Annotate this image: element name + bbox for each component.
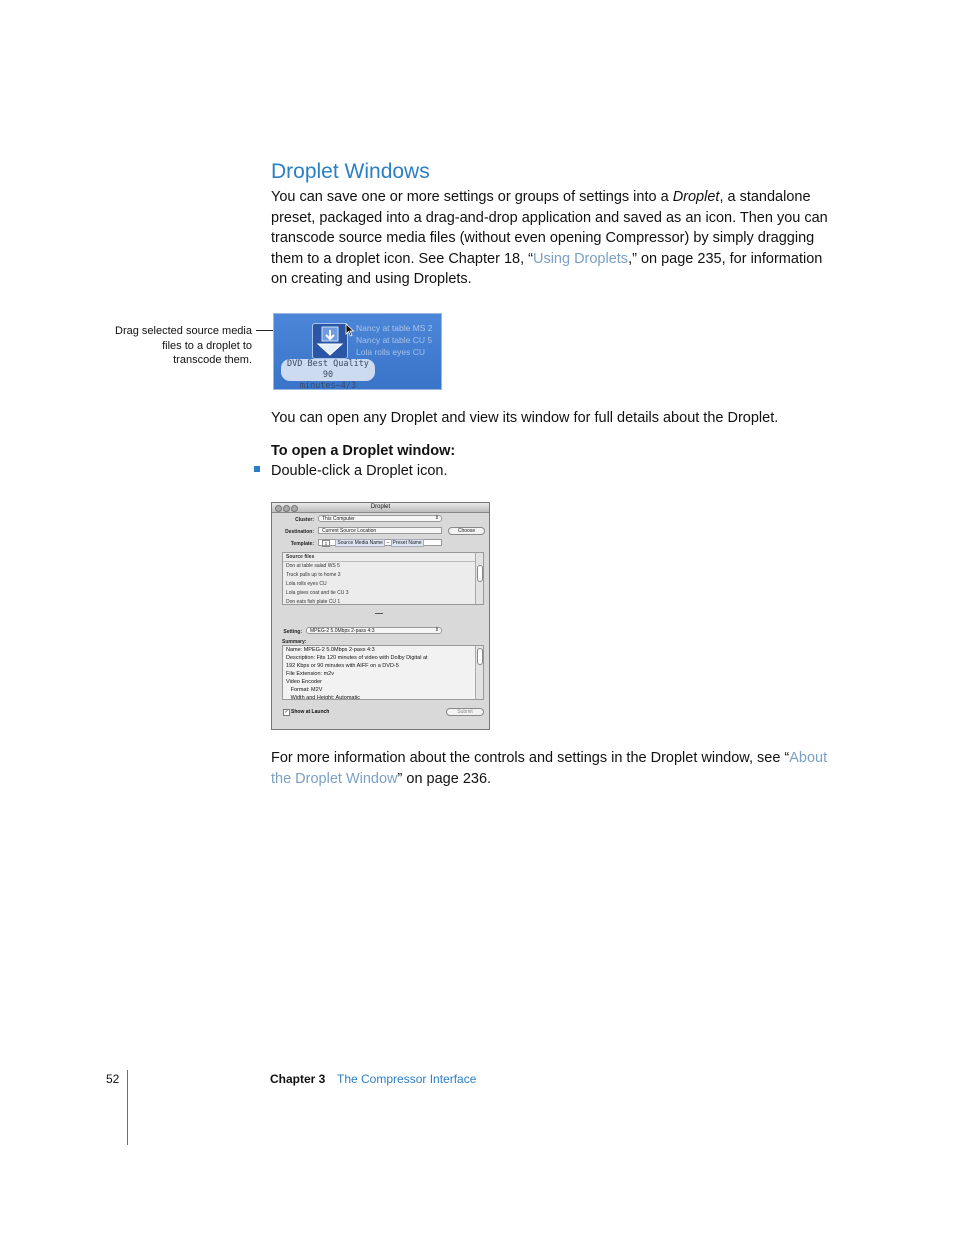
show-at-launch-label: Show at Launch (291, 709, 330, 715)
about-droplet-window-link[interactable]: About the Droplet Window (271, 750, 828, 787)
droplet-icon-figure (273, 313, 442, 390)
scroll-thumb[interactable] (477, 648, 483, 665)
summary-label: Summary: (282, 639, 307, 645)
cluster-value: This Computer (322, 516, 355, 522)
setting-label: Setting: (283, 629, 302, 635)
dragged-file: Lola rolls eyes CU (356, 347, 425, 357)
droplet-name-line-2: minutes–4/3 (299, 381, 357, 391)
mouse-pointer-icon (345, 323, 355, 337)
summary-line: Video Encoder (286, 679, 322, 685)
droplet-name-line-1: DVD Best Quality 90 (287, 359, 369, 380)
source-files-header: Source files (283, 553, 483, 562)
footer-rule (127, 1070, 128, 1145)
window-title: Droplet (370, 504, 391, 510)
setting-popup[interactable] (306, 627, 442, 634)
minimize-button[interactable] (283, 505, 290, 512)
step-1: Double-click a Droplet icon. (271, 463, 448, 479)
list-item[interactable]: Lola gives coat and tie CU 3 (286, 590, 349, 596)
procedure-title: To open a Droplet window: (271, 443, 456, 459)
destination-value: Current Source Location (322, 528, 377, 534)
closing-text-2: ” on page 236. (397, 770, 492, 787)
bullet-marker (254, 466, 260, 472)
choose-button[interactable]: Choose (448, 527, 485, 535)
list-item[interactable]: Don eats fish plate CU 1 (286, 599, 341, 605)
destination-field[interactable] (318, 527, 442, 534)
closing-text-1: For more information about the controls and settings in the Droplet window, see “ (271, 750, 790, 766)
submit-button[interactable]: Submit (446, 708, 484, 716)
droplet-icon (312, 323, 348, 359)
summary-line: Name: MPEG-2 5.0Mbps 2-pass 4:3 (286, 647, 375, 653)
summary-line: Format: M2V (286, 687, 323, 693)
list-item[interactable]: Lola rolls eyes CU (286, 581, 327, 587)
dragged-files-list (356, 322, 433, 358)
summary-line: 192 Kbps or 90 minutes with AIFF on a DVD-5 (286, 663, 399, 669)
summary-line: File Extension: m2v (286, 671, 334, 677)
intro-text-2: , a standalone preset, packaged into a drag-and-drop application and saved as an icon. Then you can transcode source media files (without even opening Compressor) by simply dragging them to a droplet icon. See Chapter 18, “ (271, 189, 828, 267)
summary-line: Description: Fits 120 minutes of video with Dolby Digital at (286, 655, 428, 661)
summary-box (282, 645, 484, 700)
template-field[interactable] (318, 539, 442, 546)
section-heading: Droplet Windows (271, 160, 430, 183)
template-token-source[interactable]: Source Media Name (337, 540, 383, 546)
using-droplets-link[interactable]: Using Droplets (532, 250, 629, 267)
setting-value: MPEG-2 5.0Mbps 2-pass 4:3 (310, 628, 375, 634)
chapter-title: The Compressor Interface (337, 1072, 477, 1086)
list-item[interactable]: Truck pulls up to home 3 (286, 572, 341, 578)
scroll-thumb[interactable] (477, 565, 483, 582)
intro-text-1: You can save one or more settings or groups of settings into a (271, 189, 673, 205)
show-at-launch-checkbox[interactable]: ✓ (284, 709, 289, 715)
dragged-file: Nancy at table MS 2 (356, 323, 433, 333)
figure-caption: Drag selected source media files to a droplet to transcode them. (115, 325, 252, 366)
dragged-file: Nancy at table CU 5 (356, 335, 433, 345)
intro-paragraph (271, 187, 831, 290)
popup-arrows-icon: ⇕ (434, 627, 439, 633)
zoom-button[interactable] (291, 505, 298, 512)
template-token-menu-icon[interactable]: ⇕ (322, 540, 330, 547)
cluster-label: Cluster: (295, 517, 314, 523)
summary-line: Width and Height: Automatic (286, 695, 360, 700)
template-separator: – (386, 540, 390, 546)
list-item[interactable]: Don at table salad WS 5 (286, 563, 340, 569)
cluster-popup[interactable] (318, 515, 442, 522)
droplet-window-figure (271, 502, 490, 730)
intro-text-3: ,” on page 235, for information on creating and using Droplets. (271, 250, 823, 287)
template-label: Template: (290, 541, 314, 547)
popup-arrows-icon: ⇕ (434, 515, 439, 521)
close-button[interactable] (275, 505, 282, 512)
destination-label: Destination: (285, 529, 314, 535)
source-files-list[interactable] (282, 552, 484, 605)
template-token-preset[interactable]: Preset Name (392, 540, 422, 546)
splitter-handle[interactable] (375, 613, 383, 614)
page-number: 52 (106, 1072, 120, 1086)
closing-paragraph (271, 748, 831, 789)
window-titlebar (272, 503, 489, 513)
chapter-label: Chapter 3 (270, 1072, 326, 1086)
droplet-name-label (281, 359, 375, 391)
summary-scrollbar[interactable] (475, 646, 483, 699)
source-files-scrollbar[interactable] (475, 553, 483, 604)
droplet-paragraph: You can open any Droplet and view its window for full details about the Droplet. (271, 410, 779, 426)
intro-emphasis: Droplet (672, 189, 720, 205)
